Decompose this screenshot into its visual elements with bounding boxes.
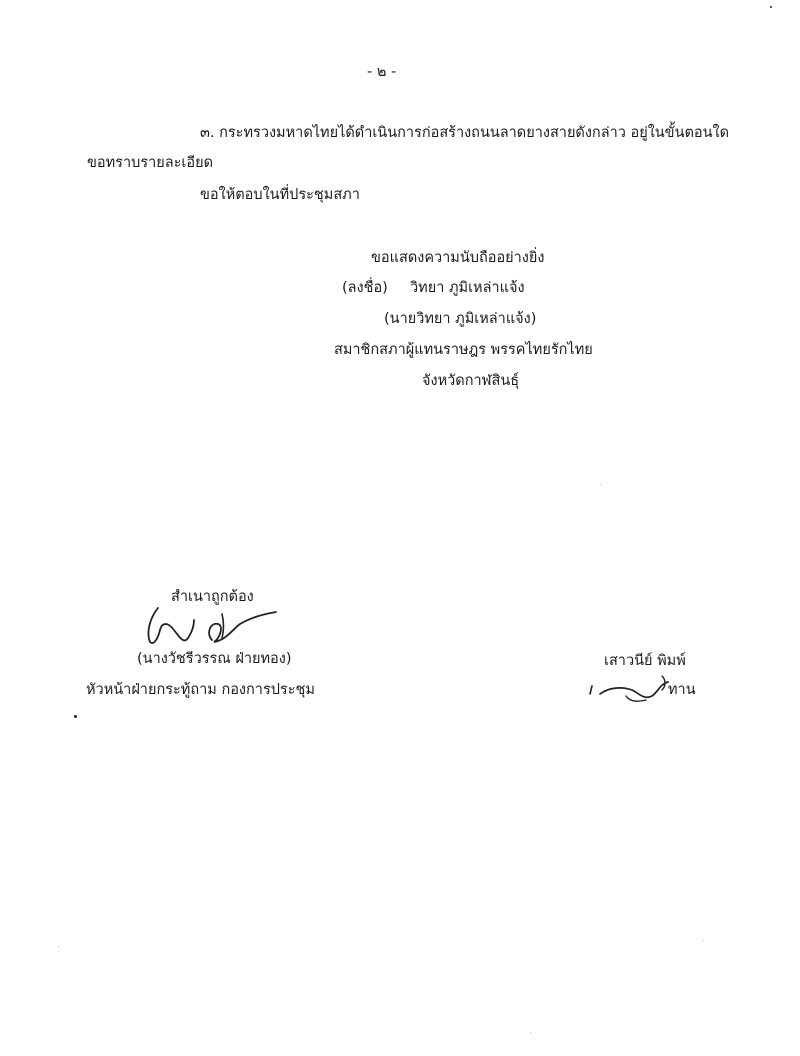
closing-respect: ขอแสดงความนับถืออย่างยิ่ง: [371, 250, 545, 266]
certified-copy-label: สำเนาถูกต้อง: [171, 589, 254, 605]
stray-mark: [74, 715, 77, 718]
checked-by-suffix: ทาน: [668, 682, 696, 698]
scan-speck: [530, 1032, 531, 1033]
typed-by: เสาวนีย์ พิมพ์: [604, 653, 686, 669]
scan-speck: [703, 940, 704, 941]
signed-prefix: (ลงชื่อ): [342, 280, 388, 296]
scan-speck: [600, 484, 601, 485]
answer-request: ขอให้ตอบในที่ประชุมสภา: [200, 187, 360, 203]
signer-province: จังหวัดกาฬสินธุ์: [422, 373, 520, 389]
signer-position: สมาชิกสภาผู้แทนราษฎร พรรคไทยรักไทย: [334, 342, 593, 358]
item-3-line-1: ๓. กระทรวงมหาดไทยได้ดำเนินการก่อสร้างถนนลาดยางสายดังกล่าว อยู่ในขั้นตอนใด: [200, 125, 730, 141]
certifier-signature: [140, 600, 290, 650]
scan-speck: [58, 946, 59, 947]
signer-full-name: (นายวิทยา ภูมิเหล่าแจ้ง): [384, 311, 537, 327]
stray-mark: [770, 6, 772, 8]
certifier-title: หัวหน้าฝ่ายกระทู้ถาม กองการประชุม: [86, 682, 315, 698]
certifier-name: (นางวัชรีวรรณ ฝ่ายทอง): [137, 651, 292, 667]
signed-name: วิทยา ภูมิเหล่าแจ้ง: [410, 280, 525, 296]
item-3-line-2: ขอทราบรายละเอียด: [87, 155, 213, 171]
page-number: - ๒ -: [367, 64, 397, 80]
